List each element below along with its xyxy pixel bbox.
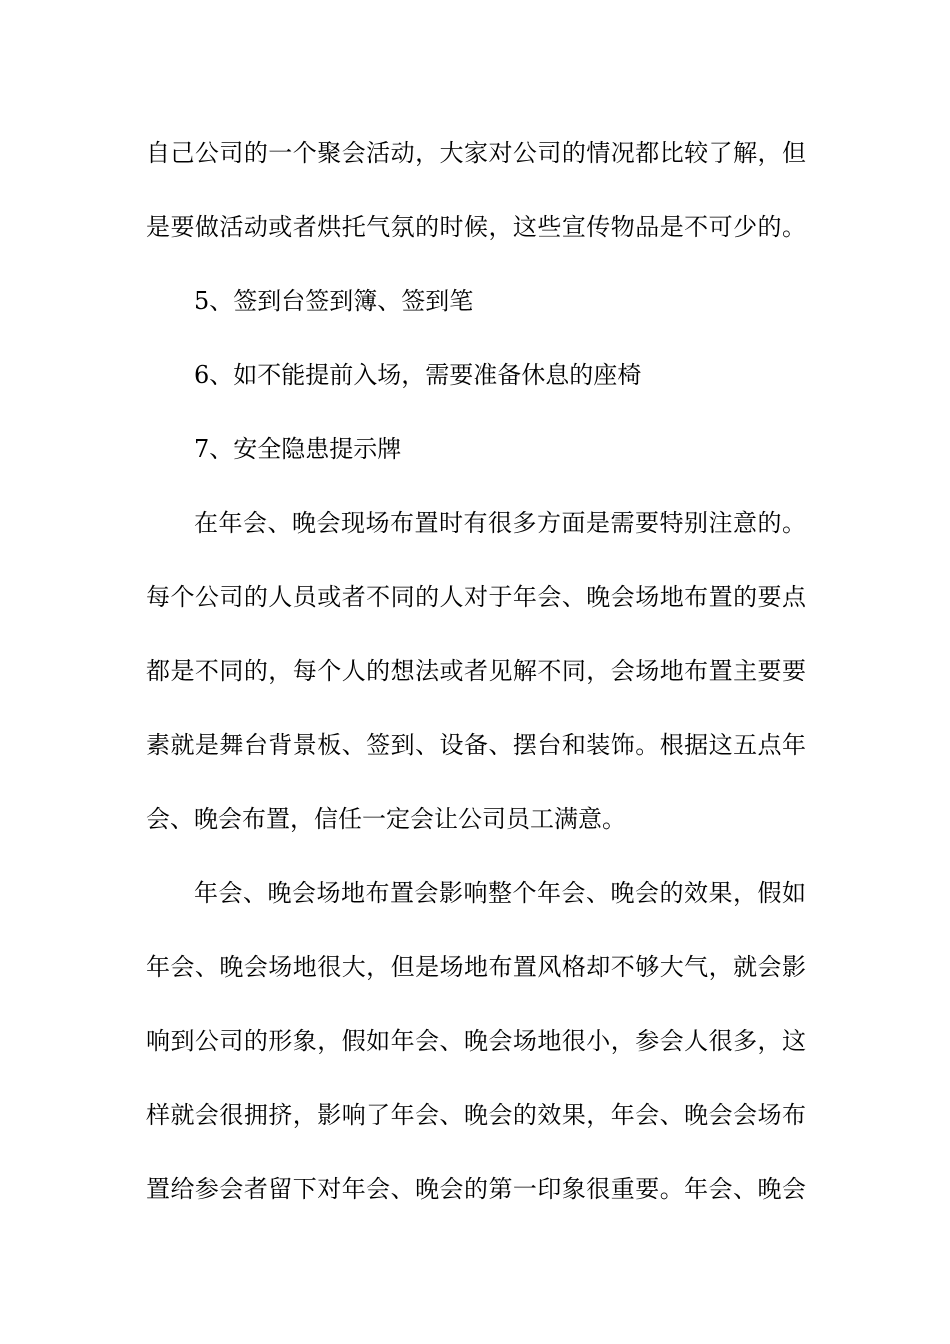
list-item: 7、安全隐患提示牌 [194,435,402,463]
text-line: 在年会、晚会现场布置时有很多方面是需要特别注意的。 [194,509,806,537]
text-line: 每个公司的人员或者不同的人对于年会、晚会场地布置的要点 [146,583,806,611]
text-line: 响到公司的形象，假如年会、晚会场地很小，参会人很多，这 [146,1027,806,1055]
text-line: 是要做活动或者烘托气氛的时候，这些宣传物品是不可少的。 [146,213,806,241]
text-line: 自己公司的一个聚会活动，大家对公司的情况都比较了解，但 [146,139,806,167]
text-line: 置给参会者留下对年会、晚会的第一印象很重要。年会、晚会 [146,1175,806,1203]
list-item: 6、如不能提前入场，需要准备休息的座椅 [194,361,642,389]
text-line: 年会、晚会场地布置会影响整个年会、晚会的效果，假如 [194,879,806,907]
text-line: 年会、晚会场地很大，但是场地布置风格却不够大气，就会影 [146,953,806,981]
text-line: 会、晚会布置，信任一定会让公司员工满意。 [146,805,626,833]
text-line: 素就是舞台背景板、签到、设备、摆台和装饰。根据这五点年 [146,731,806,759]
list-item: 5、签到台签到簿、签到笔 [194,287,474,315]
text-line: 样就会很拥挤，影响了年会、晚会的效果，年会、晚会会场布 [146,1101,806,1129]
text-line: 都是不同的，每个人的想法或者见解不同，会场地布置主要要 [146,657,806,685]
